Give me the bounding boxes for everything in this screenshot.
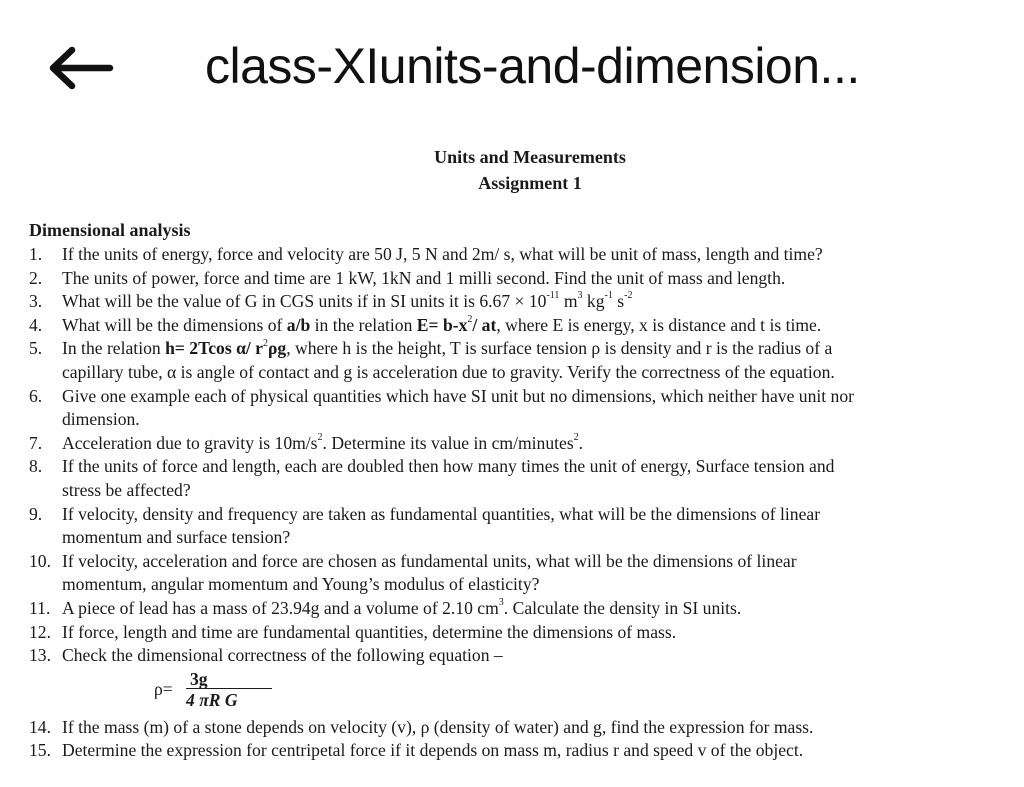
question-item: 10. If velocity, acceleration and force are chosen as fundamental units, what will be the dimensions of linear momentum, angular momentum and Young’s modulus of elasticity? <box>29 550 797 595</box>
question-item: 6. Give one example each of physical quantities which have SI unit but no dimensions, which neither have unit nor dimension. <box>29 385 855 430</box>
assignment-subtitle: Assignment 1 <box>478 173 582 193</box>
arrow-left-icon <box>40 40 120 96</box>
document-title: class-XIunits-and-dimension... <box>205 38 860 94</box>
question-item: 12. If force, length and time are fundamental quantities, determine the dimensions of mass. <box>29 621 677 642</box>
section-heading: Dimensional analysis <box>29 220 191 240</box>
question-item: 1. If the units of energy, force and velocity are 50 J, 5 N and 2m/ s, what will be unit of mass, length and time? <box>29 244 823 264</box>
back-button[interactable] <box>40 40 120 96</box>
question-item: 4. What will be the dimensions of a/b in the relation $E= b-x^2/$ at, where E is energy, x is distance and t is time. <box>29 313 822 335</box>
question-item: 2. The units of power, force and time are 1 kW, 1kN and 1 milli second. Find the unit of mass and length. <box>29 267 786 288</box>
question-item: 15. Determine the expression for centripetal force if it depends on mass m, radius r and speed v of the object. <box>29 740 804 761</box>
question-item: 5. In the relation h= 2Tcos α/ $r^2\rho g$, where h is the height, T is surface tension ρ is density and r is the radius of a capillary tube, α is angle of contact and g is acceleration due to gravity. Verify the correctness of the equation. <box>29 337 835 382</box>
question-item: 9. If velocity, density and frequency are taken as fundamental quantities, what will be the dimensions of linear momentum and surface tension? <box>29 503 821 548</box>
question-item: 11. A piece of lead has a mass of 23.94g and a volume of 2.10 $cm^3$. Calculate the density in SI units. <box>29 597 742 618</box>
app-header <box>0 0 1024 130</box>
document-page <box>0 130 1024 787</box>
question-item: 8. If the units of force and length, each are doubled then how many times the unit of energy, Surface tension and stress be affected? <box>29 456 835 500</box>
density-formula: ρ= 3g 4 πR G <box>154 668 1024 716</box>
question-item: 7. Acceleration due to gravity is $10m/s^2$. Determine its value in cm/minutes$^2$. <box>29 431 584 453</box>
assignment-title: Units and Measurements <box>434 147 626 167</box>
question-item: 13. Check the dimensional correctness of the following equation – ρ= 3g 4 πR G <box>0 644 1024 716</box>
question-item: 14. If the mass (m) of a stone depends on velocity (v), ρ (density of water) and g, find the expression for mass. <box>29 716 814 737</box>
formula-fraction: 3g 4 πR G <box>186 668 272 713</box>
question-item: 3. What will be the value of G in CGS units if in SI units it is $6.67 \times 10^{-11}$ $m^3$ $kg^{-1}$ $s^{-2}$ <box>29 290 633 312</box>
question-list <box>0 243 1024 763</box>
